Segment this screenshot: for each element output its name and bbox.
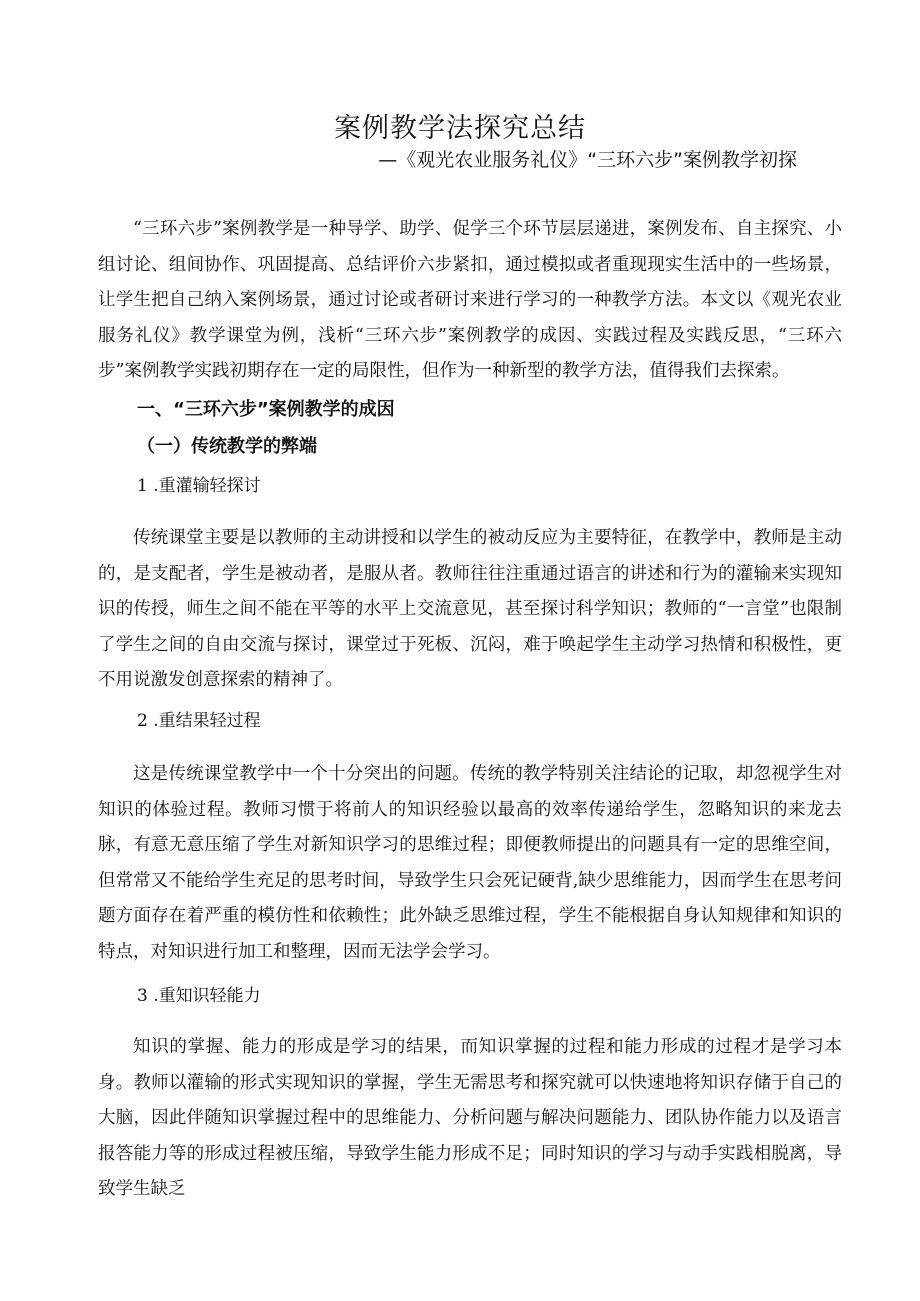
point-heading-1: 1 .重灌输轻探讨 bbox=[137, 476, 261, 496]
subsection-heading-1: （一）传统教学的弊端 bbox=[137, 436, 317, 457]
document-title: 案例教学法探究总结 bbox=[334, 113, 586, 145]
intro-paragraph: “三环六步”案例教学是一种导学、助学、促学三个环节层层递进，案例发布、自主探究、小组讨论、组间协作、巩固提高、总结评价六步紧扣，通过模拟或者重现现实生活中的一些场景，让学生把自己纳入案例场景，通过讨论或者研讨来进行学习的一种教学方法。本文以《观光农业服务礼仪》教学课堂为例，浅析“三环六步”案例教学的成因、实践过程及实践反思，“三环六步”案例教学实践初期存在一定的局限性，但作为一种新型的教学方法，值得我们去探索。 bbox=[98, 219, 842, 382]
point-body-1: 传统课堂主要是以教师的主动讲授和以学生的被动反应为主要特征，在教学中，教师是主动的，是支配者，学生是被动者，是服从者。教师往往注重通过语言的讲述和行为的灌输来实现知识的传授，师生之间不能在平等的水平上交流意见，甚至探讨科学知识；教师的“一言堂”也限制了学生之间的自由交流与探讨，课堂过于死板、沉闷，难于唤起学生主动学习热情和积极性，更不用说激发创意探索的精神了。 bbox=[98, 528, 842, 691]
point-heading-2: 2 .重结果轻过程 bbox=[137, 711, 261, 731]
point-heading-3: 3 .重知识轻能力 bbox=[137, 986, 261, 1006]
point-body-3: 知识的掌握、能力的形成是学习的结果，而知识掌握的过程和能力形成的过程才是学习本身。教师以灌输的形式实现知识的掌握，学生无需思考和探究就可以快速地将知识存储于自己的大脑，因此伴随知识掌握过程中的思维能力、分析问题与解决问题能力、团队协作能力以及语言报答能力等的形成过程被压缩，导致学生能力形成不足；同时知识的学习与动手实践相脱离，导致学生缺乏 bbox=[98, 1037, 842, 1200]
section-heading-1: 一、“三环六步”案例教学的成因 bbox=[137, 399, 395, 420]
point-body-2: 这是传统课堂教学中一个十分突出的问题。传统的教学特别关注结论的记取，却忽视学生对知识的体验过程。教师习惯于将前人的知识经验以最高的效率传递给学生，忽略知识的来龙去脉，有意无意压缩了学生对新知识学习的思维过程；即便教师提出的问题具有一定的思维空间，但常常又不能给学生充足的思考时间，导致学生只会死记硬背,缺少思维能力，因而学生在思考问题方面存在着严重的模仿性和依赖性；此外缺乏思维过程，学生不能根据自身认知规律和知识的特点，对知识进行加工和整理，因而无法学会学习。 bbox=[98, 764, 842, 962]
document-subtitle: —《观光农业服务礼仪》“三环六步”案例教学初探 bbox=[378, 149, 797, 171]
